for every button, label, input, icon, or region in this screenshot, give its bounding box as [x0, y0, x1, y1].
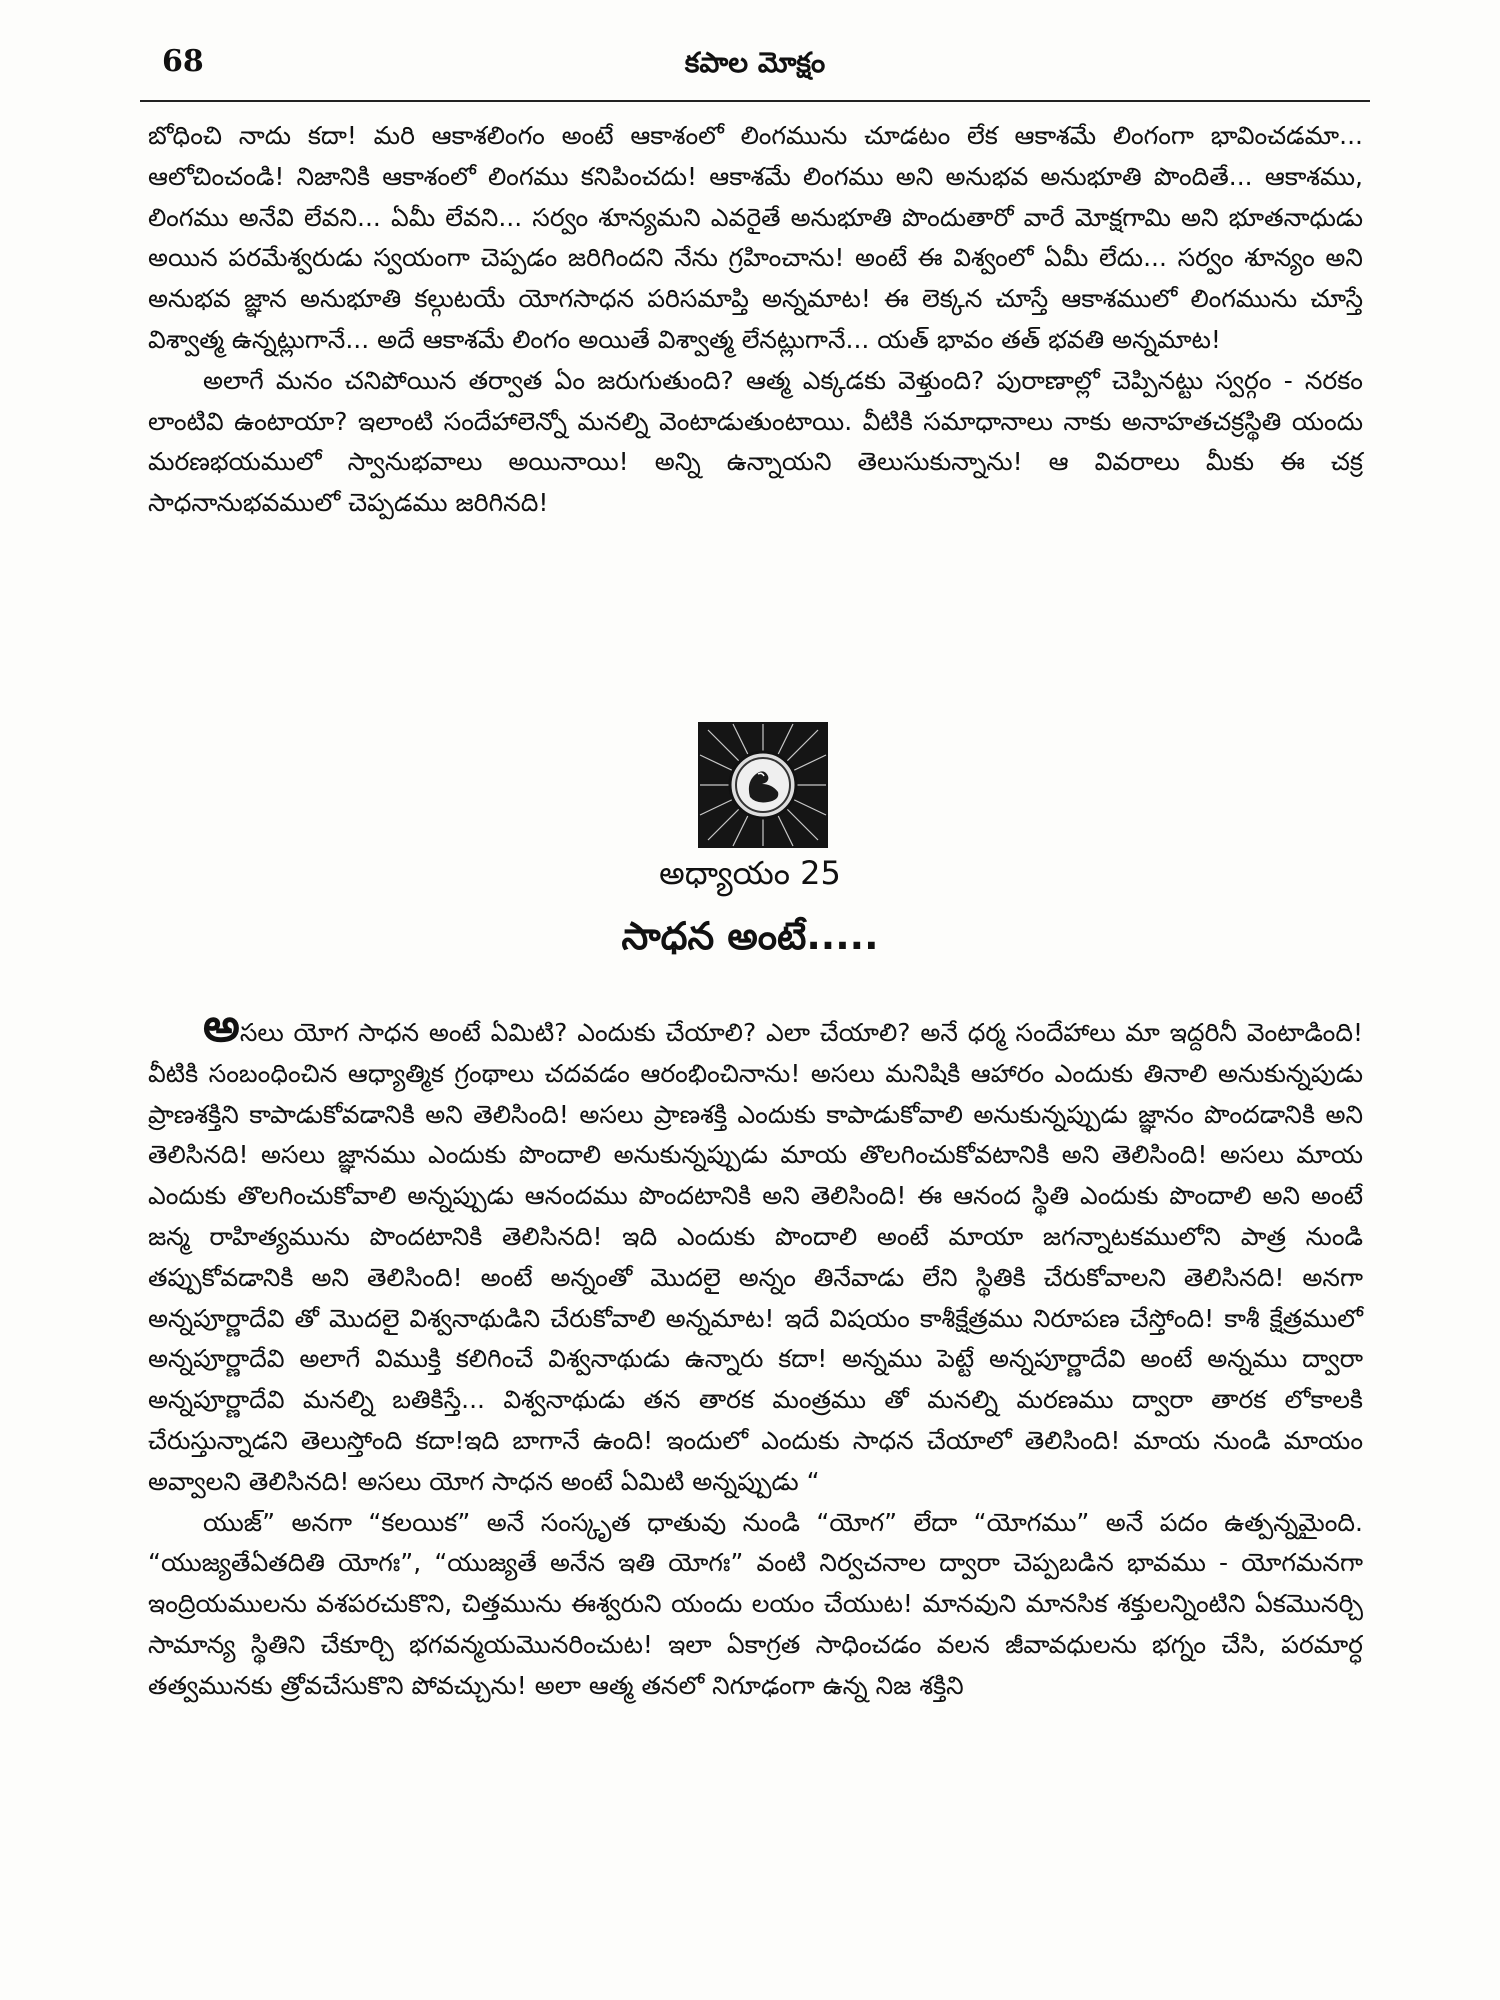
drop-cap: అ — [203, 998, 240, 1052]
page-number: 68 — [162, 44, 204, 79]
chapter-title: సాధన అంటే..... — [621, 914, 879, 958]
running-title: కపాల మోక్షం — [684, 46, 826, 79]
chapter-label: అధ్యాయం 25 — [659, 854, 841, 892]
paragraph: అలాగే మనం చనిపోయిన తర్వాత ఏం జరుగుతుంది? ఆత్మ ఎక్కడకు వెళ్తుంది? పురాణాల్లో చెప్పినట్టు స్వర్గం - నరకం లాంటివి ఉంటాయా? ఇలాంటి సందేహాలెన్నో మనల్ని వెంటాడుతుంటాయి. వీటికి సమాధానాలు నాకు అనాహతచక్రస్థితి యందు మరణభయములో స్వానుభవాలు అయినాయి! అన్ని ఉన్నాయని తెలుసుకున్నాను! ఆ వివరాలు మీకు ఈ చక్ర సాధనానుభవములో చెప్పడము జరిగినది! — [148, 365, 1363, 518]
text-block-1 — [148, 116, 1363, 524]
paragraph: బోధించి నాదు కదా! మరి ఆకాశలింగం అంటే ఆకాశంలో లింగమును చూడటం లేక ఆకాశమే లింగంగా భావించడమా... ఆలోచించండి! నిజానికి ఆకాశంలో లింగము కనిపించదు! ఆకాశమే లింగము అని అనుభవ అనుభూతి పొందితే... ఆకాశము, లింగము అనేవి లేవని... ఏమీ లేవని... సర్వం శూన్యమని ఎవరైతే అనుభూతి పొందుతారో వారే మోక్షగామి అని భూతనాధుడు అయిన పరమేశ్వరుడు స్వయంగా చెప్పడం జరిగిందని నేను గ్రహించాను! అంటే ఈ విశ్వంలో ఏమీ లేదు... సర్వం శూన్యం అని అనుభవ జ్ఞాన అనుభూతి కల్గుటయే యోగసాధన పరిసమాప్తి అన్నమాట! ఈ లెక్కన చూస్తే ఆకాశములో లింగమును చూస్తే విశ్వాత్మ ఉన్నట్లుగానే... అదే ఆకాశమే లింగం అయితే విశ్వాత్మ లేనట్లుగానే... యత్ భావం తత్ భవతి అన్నమాట! — [148, 121, 1363, 354]
swan-emblem-icon — [698, 722, 828, 848]
header-rule — [140, 100, 1370, 102]
paragraph — [148, 998, 1363, 1503]
page-header — [140, 40, 1370, 96]
paragraph-text: సలు యోగ సాధన అంటే ఏమిటి? ఎందుకు చేయాలి? ఎలా చేయాలి? అనే ధర్మ సందేహాలు మా ఇద్దరినీ వెంటాడింది! వీటికి సంబంధించిన ఆధ్యాత్మిక గ్రంథాలు చదవడం ఆరంభించినాను! అసలు మనిషికి ఆహారం ఎందుకు తినాలి అనుకున్నపుడు ప్రాణశక్తిని కాపాడుకోవడానికి అని తెలిసింది! అసలు ప్రాణశక్తి ఎందుకు కాపాడుకోవాలి అనుకున్నప్పుడు జ్ఞానం పొందడానికి అని తెలిసినది! అసలు జ్ఞానము ఎందుకు పొందాలి అనుకున్నప్పుడు మాయ తొలగించుకోవటానికి అని తెలిసింది! అసలు మాయ ఎందుకు తొలగించుకోవాలి అన్నప్పుడు ఆనందము పొందటానికి అని తెలిసింది! ఈ ఆనంద స్థితి ఎందుకు పొందాలి అని అంటే జన్మ రాహిత్యమును పొందటానికి తెలిసినది! ఇది ఎందుకు పొందాలి అంటే మాయా జగన్నాటకములోని పాత్ర నుండి తప్పుకోవడానికి అని తెలిసింది! అంటే అన్నంతో మొదలై అన్నం తినేవాడు లేని స్థితికి చేరుకోవాలని తెలిసినది! అనగా అన్నపూర్ణాదేవి తో మొదలై విశ్వనాథుడిని చేరుకోవాలి అన్నమాట! ఇదే విషయం కాశీక్షేత్రము నిరూపణ చేస్తోంది! కాశీ క్షేత్రములో అన్నపూర్ణాదేవి అలాగే విముక్తి కలిగించే విశ్వనాథుడు ఉన్నారు కదా! అన్నము పెట్టే అన్నపూర్ణాదేవి అంటే అన్నము ద్వారా అన్నపూర్ణాదేవి మనల్ని బతికిస్తే... విశ్వనాథుడు తన తారక మంత్రము తో మనల్ని మరణము ద్వారా తారక లోకాలకి చేరుస్తున్నాడని తెలుస్తోంది కదా!ఇది బాగానే ఉంది! ఇందులో ఎందుకు సాధన చేయాలో తెలిసింది! మాయ నుండి మాయం అవ్వాలని తెలిసినది! అసలు యోగ సాధన అంటే ఏమిటి అన్నప్పుడు “ — [148, 1018, 1363, 1496]
text-block-2 — [148, 998, 1363, 1707]
paragraph: యుజ్” అనగా “కలయిక” అనే సంస్కృత ధాతువు నుండి “యోగ” లేదా “యోగము” అనే పదం ఉత్పన్నమైంది. “యుజ్యతేఏతదితి యోగః”, “యుజ్యతే అనేన ఇతి యోగః” వంటి నిర్వచనాల ద్వారా చెప్పబడిన భావము - యోగమనగా ఇంద్రియములను వశపరచుకొని, చిత్తమును ఈశ్వరుని యందు లయం చేయుట! మానవుని మానసిక శక్తులన్నింటిని ఏకమొనర్చి సామాన్య స్థితిని చేకూర్చి భగవన్మయమొనరించుట! ఇలా ఏకాగ్రత సాధించడం వలన జీవావధులను భగ్నం చేసి, పరమార్ధ తత్వమునకు త్రోవచేసుకొని పోవచ్చును! అలా ఆత్మ తనలో నిగూఢంగా ఉన్న నిజ శక్తిని — [148, 1507, 1363, 1700]
